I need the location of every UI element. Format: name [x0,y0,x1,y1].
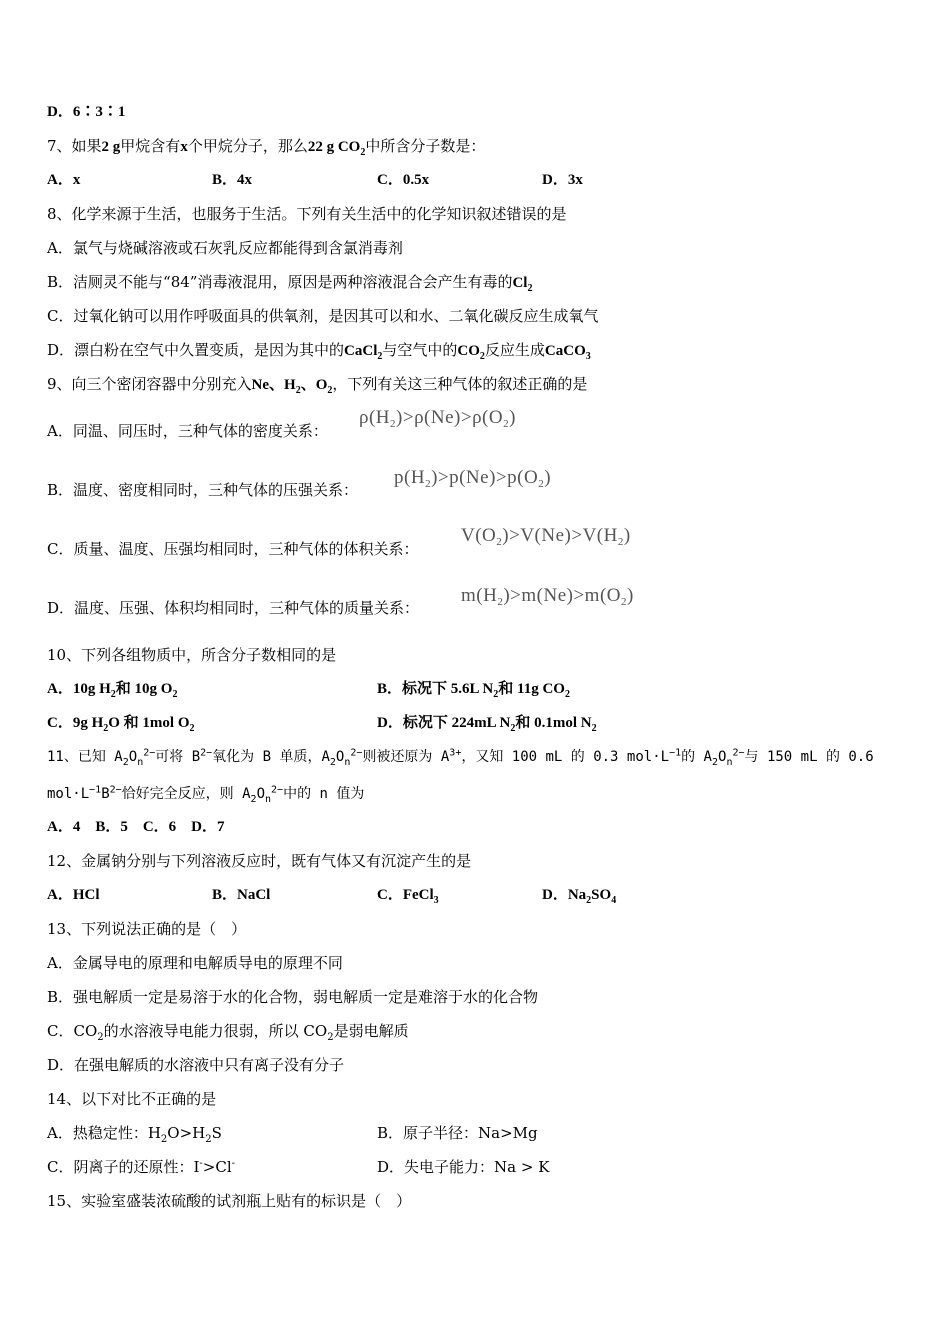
q9-option-d-formula: $m(H_2)>m(Ne)>m(O_2)$ [461,585,634,608]
q9-option-a: A．同温、同压时，三种气体的密度关系： [47,422,328,440]
q8-stem: 8、化学来源于生活，也服务于生活。下列有关生活中的化学知识叙述错误的是 [47,205,567,223]
q9-option-c: C．质量、温度、压强均相同时，三种气体的体积关系： [47,540,419,558]
q9-option-b: B．温度、密度相同时，三种气体的压强关系： [47,481,359,499]
q7-option-d: D．3x [542,172,583,188]
q12-option-b: B．NaCl [212,887,271,903]
q9-option-a-formula: $\rho(H_2)>\rho(Ne)>\rho(O_2)$ [359,407,516,430]
q7-option-a: A．x [47,172,81,188]
q10-option-c: C．9g $H_2O$ 和 1mol $O_2$ [47,715,195,734]
q7-stem: 7、如果2 g甲烷含有x个甲烷分子，那么22 g $CO_2$中所含分子数是： [47,137,486,158]
q13-option-c: C．$CO_2$的水溶液导电能力很弱，所以 $CO_2$是弱电解质 [47,1022,409,1043]
q14-option-c: C．阴离子的还原性：I->Cl- [47,1158,236,1176]
q12-stem: 12、金属钠分别与下列溶液反应时，既有气体又有沉淀产生的是 [47,852,472,870]
q14-stem: 14、以下对比不正确的是 [47,1090,217,1108]
q8-option-a: A．氯气与烧碱溶液或石灰乳反应都能得到含氯消毒剂 [47,239,403,257]
q14-option-b: B．原子半径：Na>Mg [377,1124,538,1142]
q10-option-d: D．标况下 224mL $N_2$和 0.1mol $N_2$ [377,715,597,734]
q13-option-b: B．强电解质一定是易溶于水的化合物，弱电解质一定是难溶于水的化合物 [47,988,539,1006]
q12-option-a: A．HCl [47,887,100,903]
q7-option-c: C．0.5x [377,172,430,188]
q8-option-c: C．过氧化钠可以用作呼吸面具的供氧剂，是因其可以和水、二氧化碳反应生成氧气 [47,307,599,325]
q7-option-b: B．4x [212,172,253,188]
q8-option-b: B．洁厕灵不能与“84”消毒液混用，原因是两种溶液混合会产生有毒的$Cl_2$ [47,273,533,294]
q10-option-a: A．10g $H_2$和 10g $O_2$ [47,681,178,700]
q14-option-d: D．失电子能力：Na > K [377,1158,550,1176]
q9-option-b-formula: $p(H_2)>p(Ne)>p(O_2)$ [394,467,552,490]
q12-option-d: D．$Na_2SO_4$ [542,887,617,906]
q15-stem: 15、实验室盛装浓硫酸的试剂瓶上贴有的标识是（ ） [47,1192,412,1210]
q11-options: A．4 B．5 C．6 D．7 [47,819,225,835]
q12-option-c: C．FeCl$_3$ [377,887,439,906]
q13-option-a: A．金属导电的原理和电解质导电的原理不同 [47,954,343,972]
q10-option-b: B．标况下 5.6L $N_2$和 11g $CO_2$ [377,681,570,700]
q9-option-d: D．温度、压强、体积均相同时，三种气体的质量关系： [47,599,420,617]
q11-stem-line2: $mol\cdot L^{-1}B^{2-}$恰好完全反应，则 $A_2O_n^{2-}$中的 n 值为 [47,784,365,805]
q9-option-c-formula: $V(O_2)>V(Ne)>V(H_2)$ [461,525,631,548]
q13-option-d: D．在强电解质的水溶液中只有离子没有分子 [47,1056,345,1074]
q6-option-d: D．6∶3∶1 [47,104,126,120]
q11-stem-line1: 11、已知 $A_2O_n^{2-}$可将 $B^{2-}$氧化为 B 单质，$A_2O_n^{2-}$则被还原为 $A^{3+}$，又知 100 mL 的 0.3 $mol\cdot L^{-1}$的 $A_2O_n^{2-}$与 150 mL 的 0.6 [47,747,874,768]
q9-stem: 9、向三个密闭容器中分别充入Ne、$H_2$、$O_2$，下列有关这三种气体的叙述正确的是 [47,375,588,396]
q8-option-d: D．漂白粉在空气中久置变质，是因为其中的CaCl$_2$与空气中的$CO_2$反应生成CaCO$_3$ [47,341,591,362]
q13-stem: 13、下列说法正确的是（ ） [47,920,247,938]
q10-stem: 10、下列各组物质中，所含分子数相同的是 [47,646,337,664]
q14-option-a: A．热稳定性：$H_2O>H_2S$ [47,1124,222,1145]
